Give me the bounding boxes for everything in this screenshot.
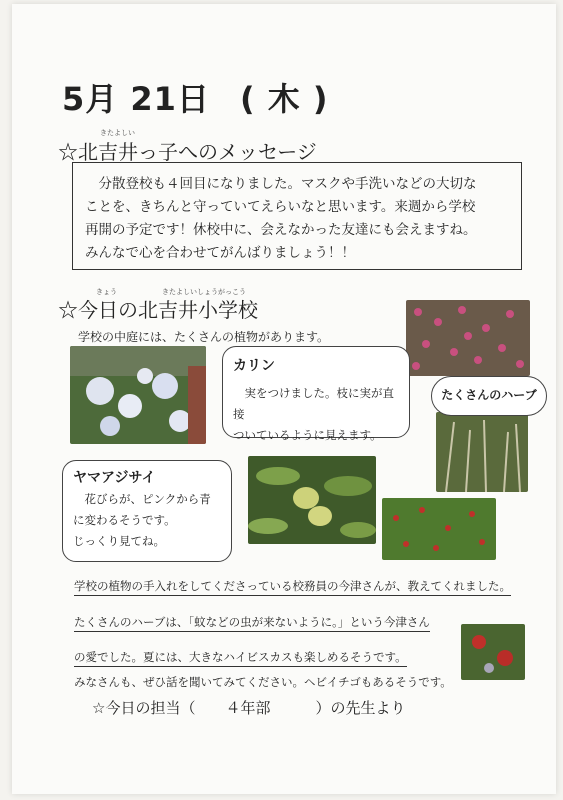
story-line: みなさんも、ぜひ話を聞いてみてください。ヘビイチゴもあるそうです。 <box>74 675 452 689</box>
karin-title: カリン <box>233 358 275 374</box>
message-line: 再開の予定です！休校中に、会えなかった友達にも会えますね。 <box>85 222 477 238</box>
karin-line: 実をつけました。枝に実が直接 <box>233 386 394 421</box>
yamaajisai-bubble <box>62 460 232 562</box>
yamaajisai-line: 花びらが、ピンクから青 <box>84 492 211 506</box>
school-heading: ☆今日の北吉井小学校 <box>58 298 258 322</box>
date-month-day: 5月 21日 <box>62 80 210 118</box>
message-line: 分散登校も４回目になりました。マスクや手洗いなどの大切な <box>98 176 477 192</box>
hibiscus-photo <box>461 624 525 680</box>
message-line: みんなで心を合わせてがんばりましょう！！ <box>85 245 355 261</box>
story-line: 学校の植物の手入れをしてくださっている校務員の今津さんが、教えてくれました。 <box>74 578 511 596</box>
school-ruby-right: きたよしいしょうがっこう <box>162 288 246 296</box>
story-line: の愛でした。夏には、大きなハイビスカスも楽しめるそうです。 <box>74 649 407 667</box>
karin-line: ついているように見えます。 <box>233 428 382 442</box>
karin-bubble <box>222 346 410 442</box>
herb-label-cloud: たくさんのハーブ <box>431 376 547 416</box>
message-heading: ☆北吉井っ子へのメッセージ <box>58 140 317 164</box>
footer-signature: ☆今日の担当（ ４年部 ）の先生より <box>92 699 406 717</box>
newsletter-page <box>12 4 556 794</box>
date-heading <box>62 74 329 120</box>
message-line: ことを、きちんと守っていてえらいなと思います。来週から学校 <box>85 199 476 215</box>
school-ruby-left: きょう <box>96 288 117 296</box>
story-line: たくさんのハーブは、「蚊などの虫が来ないように。」という今津さん <box>74 614 430 632</box>
yamaajisai-line: じっくり見てね。 <box>73 534 165 548</box>
yamaajisai-line: に変わるそうです。 <box>73 513 176 527</box>
school-intro: 学校の中庭には、たくさんの植物があります。 <box>78 330 330 344</box>
message-box <box>72 162 522 270</box>
yamaajisai-title: ヤマアジサイ <box>73 470 156 486</box>
herb-bush-photo <box>436 412 528 492</box>
date-weekday: ( 木 ) <box>239 80 329 118</box>
hydrangea-photo <box>70 346 206 444</box>
heading-ruby: きたよしい <box>100 129 135 137</box>
herb-flowers-photo <box>406 300 530 376</box>
quince-photo <box>248 456 376 544</box>
wild-strawberry-photo <box>382 498 496 560</box>
